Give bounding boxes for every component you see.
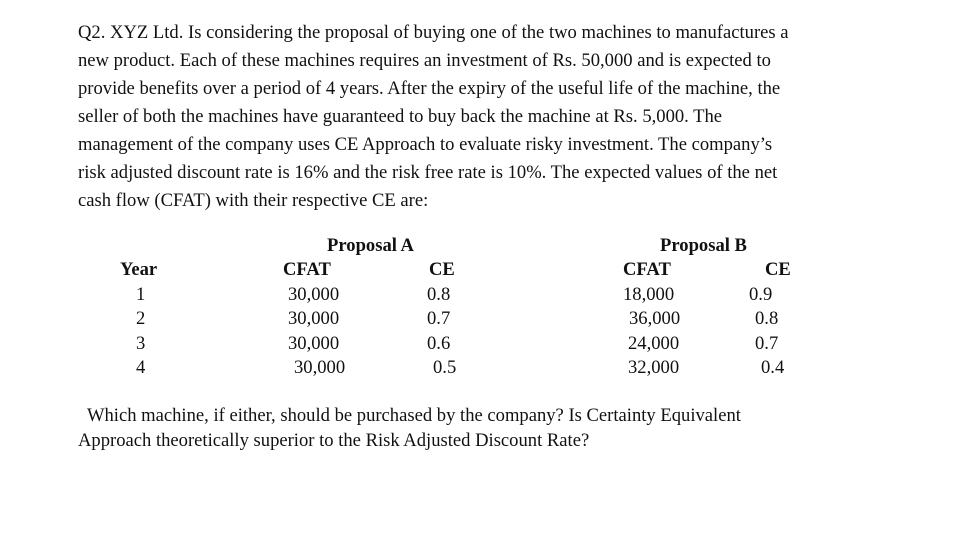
proposal-a-heading: Proposal A	[327, 235, 414, 256]
a-ce-cell: 0.6	[427, 333, 451, 354]
b-cfat-cell: 18,000	[623, 284, 675, 305]
b-cfat-cell: 24,000	[628, 333, 680, 354]
question-line: seller of both the machines have guaranteed to buy back the machine at Rs. 5,000. The	[78, 106, 723, 127]
follow-up-line: Approach theoretically superior to the Risk Adjusted Discount Rate?	[78, 429, 590, 451]
a-cfat-cell: 30,000	[288, 284, 340, 305]
a-cfat-cell: 30,000	[288, 308, 340, 329]
a-cfat-cell: 30,000	[294, 357, 346, 378]
follow-up-questions	[78, 404, 741, 453]
year-cell: 3	[136, 333, 146, 354]
question-line: cash flow (CFAT) with their respective CE are:	[78, 190, 429, 211]
question-text	[78, 19, 918, 215]
a-ce-cell: 0.7	[427, 308, 451, 329]
year-cell: 1	[136, 284, 146, 305]
question-line: provide benefits over a period of 4 years. After the expiry of the useful life of the machine, the	[78, 78, 781, 99]
question-line: risk adjusted discount rate is 16% and the risk free rate is 10%. The expected values of the net	[78, 162, 778, 183]
b-ce-cell: 0.9	[749, 284, 773, 305]
a-cfat-cell: 30,000	[288, 333, 340, 354]
b-ce-column-header: CE	[765, 259, 791, 280]
a-ce-cell: 0.5	[433, 357, 457, 378]
year-column-header: Year	[120, 259, 158, 280]
question-line: new product. Each of these machines requires an investment of Rs. 50,000 and is expected to	[78, 50, 771, 71]
b-ce-cell: 0.8	[755, 308, 779, 329]
proposal-b-heading: Proposal B	[660, 235, 747, 256]
a-ce-cell: 0.8	[427, 284, 451, 305]
a-cfat-column-header: CFAT	[283, 259, 331, 280]
b-cfat-cell: 32,000	[628, 357, 680, 378]
question-line: management of the company uses CE Approach to evaluate risky investment. The company’s	[78, 134, 773, 155]
b-ce-cell: 0.7	[755, 333, 779, 354]
b-ce-cell: 0.4	[761, 357, 785, 378]
year-cell: 2	[136, 308, 146, 329]
a-ce-column-header: CE	[429, 259, 455, 280]
b-cfat-column-header: CFAT	[623, 259, 671, 280]
b-cfat-cell: 36,000	[629, 308, 681, 329]
question-line: Q2. XYZ Ltd. Is considering the proposal of buying one of the two machines to manufactures a	[78, 22, 789, 43]
year-cell: 4	[136, 357, 146, 378]
follow-up-line: Which machine, if either, should be purchased by the company? Is Certainty Equivalent	[78, 405, 741, 426]
